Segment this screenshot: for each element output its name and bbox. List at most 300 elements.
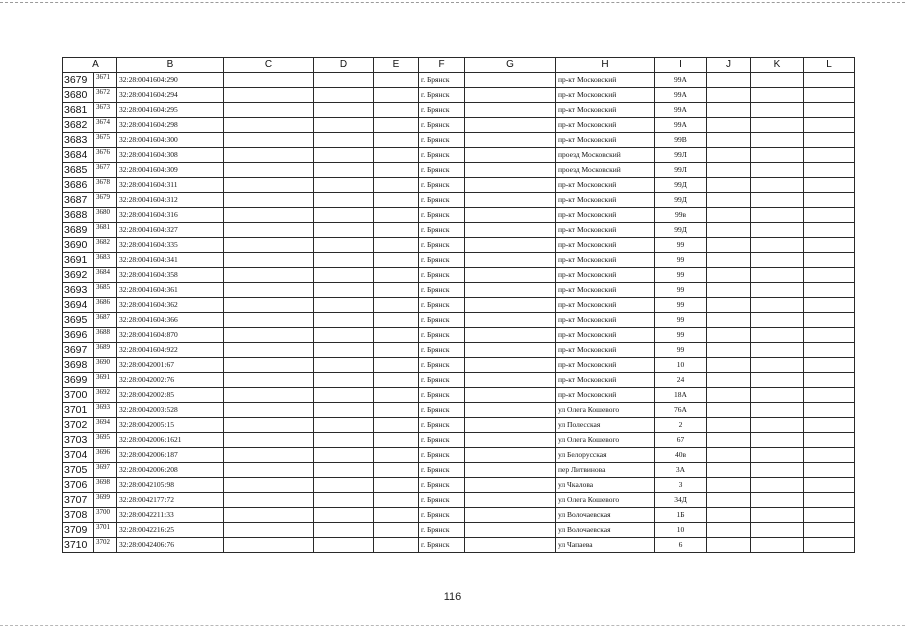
cell-l xyxy=(804,148,855,163)
row-number: 3707 xyxy=(63,493,94,507)
table-row xyxy=(63,538,855,553)
cell-c xyxy=(224,298,314,313)
row-number: 3699 xyxy=(63,373,94,387)
cell-f: г. Брянск xyxy=(419,403,465,418)
row-number: 3701 xyxy=(63,403,94,417)
cell-e xyxy=(374,103,419,118)
cell-g xyxy=(465,148,556,163)
cell-i: 99 xyxy=(655,268,707,283)
cell-h: ул Волочаевская xyxy=(556,523,655,538)
cell-k xyxy=(751,133,804,148)
cell-h: проезд Московский xyxy=(556,163,655,178)
cell-b: 32:28:0041604:309 xyxy=(117,163,224,178)
cell-c xyxy=(224,238,314,253)
cell-a xyxy=(63,463,117,478)
cell-l xyxy=(804,88,855,103)
column-header-b: B xyxy=(117,58,224,73)
cell-k xyxy=(751,508,804,523)
cell-k xyxy=(751,88,804,103)
row-number: 3697 xyxy=(63,343,94,357)
cell-b: 32:28:0041604:298 xyxy=(117,118,224,133)
cell-i: 34Д xyxy=(655,493,707,508)
column-header-l: L xyxy=(804,58,855,73)
cell-f: г. Брянск xyxy=(419,193,465,208)
cell-j xyxy=(707,133,751,148)
cell-g xyxy=(465,253,556,268)
cell-j xyxy=(707,373,751,388)
cell-h: пр-кт Московский xyxy=(556,253,655,268)
cell-j xyxy=(707,238,751,253)
cell-i: 40в xyxy=(655,448,707,463)
cell-b: 32:28:0042001:67 xyxy=(117,358,224,373)
column-header-row xyxy=(63,58,855,73)
cell-g xyxy=(465,538,556,553)
cell-h: пр-кт Московский xyxy=(556,238,655,253)
row-number: 3702 xyxy=(63,418,94,432)
cell-d xyxy=(314,283,374,298)
cell-h: пр-кт Московский xyxy=(556,118,655,133)
cell-j xyxy=(707,493,751,508)
cell-c xyxy=(224,178,314,193)
cell-k xyxy=(751,73,804,88)
top-scan-line xyxy=(0,2,905,6)
cell-e xyxy=(374,163,419,178)
cell-j xyxy=(707,253,751,268)
cell-d xyxy=(314,328,374,343)
cell-a xyxy=(63,268,117,283)
cell-j xyxy=(707,73,751,88)
cell-b: 32:28:0042406:76 xyxy=(117,538,224,553)
cell-k xyxy=(751,433,804,448)
table-row xyxy=(63,118,855,133)
cell-b: 32:28:0041604:362 xyxy=(117,298,224,313)
cell-b: 32:28:0042002:76 xyxy=(117,373,224,388)
cell-i: 99 xyxy=(655,253,707,268)
cell-h: пер Литвинова xyxy=(556,463,655,478)
cell-d xyxy=(314,223,374,238)
cell-i: 99А xyxy=(655,88,707,103)
record-number: 3694 xyxy=(96,418,110,426)
cell-g xyxy=(465,418,556,433)
cell-l xyxy=(804,418,855,433)
cell-g xyxy=(465,523,556,538)
cell-b: 32:28:0042216:25 xyxy=(117,523,224,538)
cell-c xyxy=(224,463,314,478)
cell-j xyxy=(707,508,751,523)
cell-g xyxy=(465,388,556,403)
cell-e xyxy=(374,148,419,163)
cell-e xyxy=(374,418,419,433)
record-number: 3682 xyxy=(96,238,110,246)
cell-i: 3А xyxy=(655,463,707,478)
cell-k xyxy=(751,193,804,208)
cell-c xyxy=(224,373,314,388)
cell-d xyxy=(314,178,374,193)
cell-d xyxy=(314,433,374,448)
cell-c xyxy=(224,343,314,358)
cell-e xyxy=(374,193,419,208)
cell-f: г. Брянск xyxy=(419,523,465,538)
cell-e xyxy=(374,178,419,193)
cell-h: ул Олега Кошевого xyxy=(556,433,655,448)
cell-h: ул Чкалова xyxy=(556,478,655,493)
row-number: 3686 xyxy=(63,178,94,192)
table-row xyxy=(63,343,855,358)
cell-g xyxy=(465,268,556,283)
record-number: 3677 xyxy=(96,163,110,171)
table-row xyxy=(63,493,855,508)
cell-f: г. Брянск xyxy=(419,538,465,553)
record-number: 3702 xyxy=(96,538,110,546)
cell-e xyxy=(374,538,419,553)
cell-h: пр-кт Московский xyxy=(556,388,655,403)
cell-a xyxy=(63,103,117,118)
cell-k xyxy=(751,313,804,328)
cell-d xyxy=(314,133,374,148)
cell-k xyxy=(751,208,804,223)
cell-a xyxy=(63,418,117,433)
cell-h: пр-кт Московский xyxy=(556,298,655,313)
row-number: 3703 xyxy=(63,433,94,447)
cell-g xyxy=(465,283,556,298)
row-number: 3691 xyxy=(63,253,94,267)
cell-d xyxy=(314,208,374,223)
cell-c xyxy=(224,283,314,298)
cell-d xyxy=(314,313,374,328)
row-number: 3685 xyxy=(63,163,94,177)
cell-d xyxy=(314,463,374,478)
cell-g xyxy=(465,103,556,118)
table-row xyxy=(63,208,855,223)
cell-j xyxy=(707,523,751,538)
cell-a xyxy=(63,73,117,88)
cell-e xyxy=(374,448,419,463)
cell-a xyxy=(63,313,117,328)
cell-l xyxy=(804,373,855,388)
cell-f: г. Брянск xyxy=(419,103,465,118)
cell-h: пр-кт Московский xyxy=(556,373,655,388)
cell-h: ул Полесская xyxy=(556,418,655,433)
row-number: 3705 xyxy=(63,463,94,477)
cell-g xyxy=(465,163,556,178)
cell-l xyxy=(804,118,855,133)
record-number: 3672 xyxy=(96,88,110,96)
cell-b: 32:28:0042105:98 xyxy=(117,478,224,493)
cell-l xyxy=(804,358,855,373)
cell-d xyxy=(314,373,374,388)
record-number: 3696 xyxy=(96,448,110,456)
cell-j xyxy=(707,163,751,178)
cell-l xyxy=(804,163,855,178)
table-row xyxy=(63,223,855,238)
table-row xyxy=(63,148,855,163)
cell-f: г. Брянск xyxy=(419,418,465,433)
cell-f: г. Брянск xyxy=(419,133,465,148)
cell-i: 99в xyxy=(655,208,707,223)
record-number: 3697 xyxy=(96,463,110,471)
cell-d xyxy=(314,538,374,553)
cell-j xyxy=(707,193,751,208)
cell-i: 18А xyxy=(655,388,707,403)
cell-a xyxy=(63,478,117,493)
record-number: 3695 xyxy=(96,433,110,441)
cell-a xyxy=(63,148,117,163)
table-row xyxy=(63,193,855,208)
cell-k xyxy=(751,223,804,238)
page-number: 116 xyxy=(443,591,462,603)
cell-f: г. Брянск xyxy=(419,433,465,448)
cell-c xyxy=(224,388,314,403)
cell-d xyxy=(314,268,374,283)
cell-g xyxy=(465,463,556,478)
cell-l xyxy=(804,208,855,223)
cell-b: 32:28:0042006:1621 xyxy=(117,433,224,448)
cell-i: 99Д xyxy=(655,223,707,238)
cell-b: 32:28:0042006:208 xyxy=(117,463,224,478)
cell-b: 32:28:0041604:290 xyxy=(117,73,224,88)
cell-c xyxy=(224,523,314,538)
table-row xyxy=(63,508,855,523)
record-number: 3679 xyxy=(96,193,110,201)
cell-e xyxy=(374,493,419,508)
cell-a xyxy=(63,253,117,268)
cell-g xyxy=(465,298,556,313)
row-number: 3709 xyxy=(63,523,94,537)
cell-l xyxy=(804,448,855,463)
record-number: 3675 xyxy=(96,133,110,141)
cell-g xyxy=(465,88,556,103)
row-number: 3696 xyxy=(63,328,94,342)
cell-l xyxy=(804,343,855,358)
cell-j xyxy=(707,388,751,403)
cell-a xyxy=(63,433,117,448)
cell-c xyxy=(224,223,314,238)
cell-h: пр-кт Московский xyxy=(556,193,655,208)
cell-f: г. Брянск xyxy=(419,223,465,238)
cell-l xyxy=(804,313,855,328)
record-number: 3699 xyxy=(96,493,110,501)
cell-d xyxy=(314,508,374,523)
cell-k xyxy=(751,373,804,388)
cell-j xyxy=(707,283,751,298)
cell-c xyxy=(224,268,314,283)
record-number: 3692 xyxy=(96,388,110,396)
cell-f: г. Брянск xyxy=(419,178,465,193)
cell-f: г. Брянск xyxy=(419,493,465,508)
table-row xyxy=(63,358,855,373)
cell-k xyxy=(751,253,804,268)
cell-f: г. Брянск xyxy=(419,313,465,328)
cell-k xyxy=(751,493,804,508)
record-number: 3688 xyxy=(96,328,110,336)
cell-l xyxy=(804,493,855,508)
cell-k xyxy=(751,118,804,133)
cell-c xyxy=(224,313,314,328)
cell-l xyxy=(804,133,855,148)
cell-a xyxy=(63,118,117,133)
row-number: 3695 xyxy=(63,313,94,327)
cell-a xyxy=(63,493,117,508)
cell-a xyxy=(63,133,117,148)
table-row xyxy=(63,403,855,418)
column-header-j: J xyxy=(707,58,751,73)
cell-h: пр-кт Московский xyxy=(556,313,655,328)
cell-j xyxy=(707,343,751,358)
cell-i: 2 xyxy=(655,418,707,433)
cell-i: 1Б xyxy=(655,508,707,523)
table-row xyxy=(63,73,855,88)
cell-f: г. Брянск xyxy=(419,163,465,178)
table-row xyxy=(63,133,855,148)
cell-j xyxy=(707,208,751,223)
cell-i: 99Л xyxy=(655,148,707,163)
cell-c xyxy=(224,118,314,133)
cell-h: пр-кт Московский xyxy=(556,328,655,343)
table-row xyxy=(63,283,855,298)
cell-d xyxy=(314,163,374,178)
row-number: 3704 xyxy=(63,448,94,462)
table-row xyxy=(63,373,855,388)
cell-e xyxy=(374,208,419,223)
cell-e xyxy=(374,478,419,493)
cell-j xyxy=(707,403,751,418)
record-number: 3684 xyxy=(96,268,110,276)
cell-j xyxy=(707,538,751,553)
cell-a xyxy=(63,223,117,238)
cell-e xyxy=(374,313,419,328)
row-number: 3708 xyxy=(63,508,94,522)
cell-f: г. Брянск xyxy=(419,463,465,478)
cell-f: г. Брянск xyxy=(419,448,465,463)
cell-h: ул Олега Кошевого xyxy=(556,493,655,508)
cell-i: 99А xyxy=(655,118,707,133)
table-row xyxy=(63,388,855,403)
cell-a xyxy=(63,358,117,373)
cell-e xyxy=(374,238,419,253)
cell-i: 10 xyxy=(655,358,707,373)
cell-d xyxy=(314,523,374,538)
cell-h: пр-кт Московский xyxy=(556,178,655,193)
cell-h: пр-кт Московский xyxy=(556,283,655,298)
cell-k xyxy=(751,358,804,373)
cell-k xyxy=(751,448,804,463)
cell-c xyxy=(224,358,314,373)
cell-i: 99В xyxy=(655,133,707,148)
cell-l xyxy=(804,463,855,478)
cell-c xyxy=(224,73,314,88)
cell-c xyxy=(224,508,314,523)
cell-l xyxy=(804,253,855,268)
cell-e xyxy=(374,253,419,268)
cell-c xyxy=(224,103,314,118)
cell-b: 32:28:0041604:327 xyxy=(117,223,224,238)
cell-c xyxy=(224,88,314,103)
cell-j xyxy=(707,103,751,118)
cell-c xyxy=(224,418,314,433)
cell-h: пр-кт Московский xyxy=(556,343,655,358)
cell-l xyxy=(804,298,855,313)
cell-e xyxy=(374,73,419,88)
cell-d xyxy=(314,118,374,133)
cell-d xyxy=(314,298,374,313)
cell-g xyxy=(465,508,556,523)
cell-k xyxy=(751,148,804,163)
cell-e xyxy=(374,403,419,418)
cell-j xyxy=(707,178,751,193)
cell-f: г. Брянск xyxy=(419,388,465,403)
table-row xyxy=(63,523,855,538)
cell-d xyxy=(314,418,374,433)
cell-h: пр-кт Московский xyxy=(556,88,655,103)
cell-b: 32:28:0041604:308 xyxy=(117,148,224,163)
cell-j xyxy=(707,358,751,373)
cell-i: 99 xyxy=(655,298,707,313)
cell-h: пр-кт Московский xyxy=(556,208,655,223)
cell-h: пр-кт Московский xyxy=(556,268,655,283)
row-number: 3682 xyxy=(63,118,94,132)
cell-e xyxy=(374,508,419,523)
cell-k xyxy=(751,238,804,253)
table-row xyxy=(63,448,855,463)
cell-d xyxy=(314,343,374,358)
cell-k xyxy=(751,163,804,178)
cell-l xyxy=(804,433,855,448)
cell-a xyxy=(63,403,117,418)
cell-g xyxy=(465,133,556,148)
cell-j xyxy=(707,328,751,343)
cell-j xyxy=(707,223,751,238)
row-number: 3700 xyxy=(63,388,94,402)
record-number: 3683 xyxy=(96,253,110,261)
cell-b: 32:28:0042211:33 xyxy=(117,508,224,523)
cell-k xyxy=(751,343,804,358)
cell-e xyxy=(374,283,419,298)
cell-k xyxy=(751,388,804,403)
cell-d xyxy=(314,103,374,118)
cell-l xyxy=(804,328,855,343)
cell-e xyxy=(374,433,419,448)
table-row xyxy=(63,433,855,448)
cell-g xyxy=(465,358,556,373)
cell-i: 99Д xyxy=(655,178,707,193)
cell-a xyxy=(63,343,117,358)
table-row xyxy=(63,163,855,178)
cell-i: 99 xyxy=(655,313,707,328)
record-number: 3701 xyxy=(96,523,110,531)
row-number: 3680 xyxy=(63,88,94,102)
cell-a xyxy=(63,538,117,553)
cell-c xyxy=(224,403,314,418)
cell-i: 10 xyxy=(655,523,707,538)
cell-c xyxy=(224,208,314,223)
row-number: 3689 xyxy=(63,223,94,237)
record-number: 3686 xyxy=(96,298,110,306)
row-number: 3681 xyxy=(63,103,94,117)
cell-e xyxy=(374,88,419,103)
cell-l xyxy=(804,223,855,238)
cell-c xyxy=(224,433,314,448)
column-header-i: I xyxy=(655,58,707,73)
cell-g xyxy=(465,178,556,193)
cell-f: г. Брянск xyxy=(419,268,465,283)
cell-h: пр-кт Московский xyxy=(556,358,655,373)
cell-b: 32:28:0041604:870 xyxy=(117,328,224,343)
cell-a xyxy=(63,88,117,103)
cell-b: 32:28:0041604:341 xyxy=(117,253,224,268)
table-row xyxy=(63,463,855,478)
cell-j xyxy=(707,433,751,448)
cell-g xyxy=(465,403,556,418)
